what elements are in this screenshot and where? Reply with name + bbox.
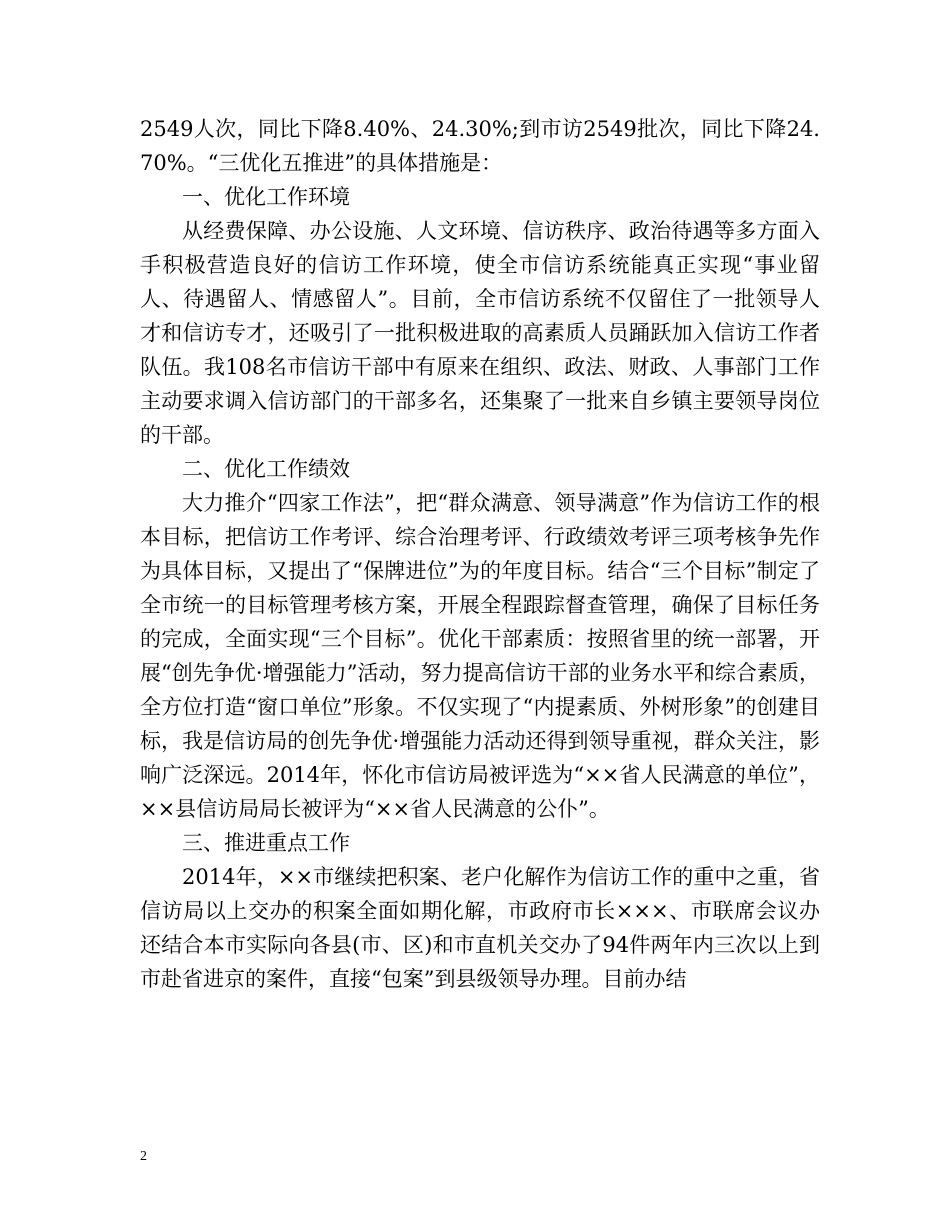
- paragraph-statistics: 2549人次，同比下降8.40%、24.30%;到市访2549批次，同比下降24.70%。“三优化五推进”的具体措施是：: [140, 117, 820, 175]
- document-body: [140, 112, 820, 996]
- paragraph-work-environment: 从经费保障、办公设施、人文环境、信访秩序、政治待遇等多方面入手积极营造良好的信访工作环境，使全市信访系统能真正实现“事业留人、待遇留人、情感留人”。目前，全市信访系统不仅留住了一批领导人才和信访专才，还吸引了一批积极进取的高素质人员踊跃加入信访工作者队伍。我108名市信访干部中有原来在组织、政法、财政、人事部门工作主动要求调入信访部门的干部多名，还集聚了一批来自乡镇主要领导岗位的干部。: [140, 219, 820, 447]
- paragraph-work-performance: 大力推介“四家工作法”，把“群众满意、领导满意”作为信访工作的根本目标，把信访工作考评、综合治理考评、行政绩效考评三项考核争先作为具体目标，又提出了“保牌进位”为的年度目标。结合“三个目标”制定了全市统一的目标管理考核方案，开展全程跟踪督查管理，确保了目标任务的完成，全面实现“三个目标”。优化干部素质：按照省里的统一部署，开展“创先争优·增强能力”活动，努力提高信访干部的业务水平和综合素质，全方位打造“窗口单位”形象。不仅实现了“内提素质、外树形象”的创建目标，我是信访局的创先争优·增强能力活动还得到领导重视，群众关注，影响广泛深远。2014年，怀化市信访局被评选为“××省人民满意的单位”， ××县信访局局长被评为“××省人民满意的公仆”。: [140, 491, 820, 821]
- page-number: 2: [140, 1149, 147, 1164]
- section-heading-2: 二、优化工作绩效: [182, 457, 350, 481]
- section-heading-1: 一、优化工作环境: [182, 185, 350, 209]
- section-heading-3: 三、推进重点工作: [182, 831, 350, 855]
- paragraph-key-work: 2014年，××市继续把积案、老户化解作为信访工作的重中之重，省信访局以上交办的积案全面如期化解，市政府市长×××、市联席会议办还结合本市实际向各县(市、区)和市直机关交办了94件两年内三次以上到市赴省进京的案件，直接“包案”到县级领导办理。目前办结: [140, 865, 820, 991]
